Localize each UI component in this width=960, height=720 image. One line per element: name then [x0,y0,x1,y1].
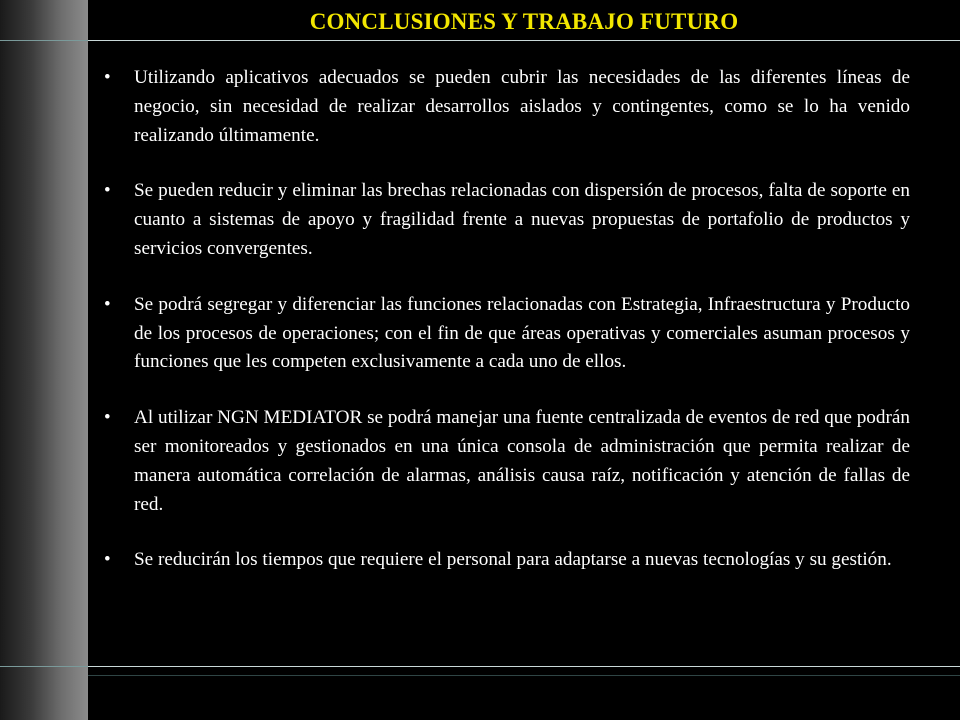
side-gradient-bar [0,0,88,720]
footer-divider-left [0,666,88,667]
bullet-text: Al utilizar NGN MEDIATOR se podrá manejar una fuente centralizada de eventos de red que podrán ser monitoreados y gestionados en una única consola de administración que permita realizar de manera automática correlación de alarmas, análisis causa raíz, notificación y atención de fallas de red. [134,407,910,515]
title-divider [88,40,960,41]
bullet-item [104,291,910,377]
bullet-icon: • [104,67,111,88]
bullet-icon: • [104,549,111,571]
bullet-icon: • [104,407,111,429]
bullet-item [104,404,910,519]
bullet-list [104,64,910,575]
bullet-text: Se podrá segregar y diferenciar las funciones relacionadas con Estrategia, Infraestructura y Producto de los procesos de operaciones; con el fin de que áreas operativas y comerciales asuman procesos y funciones que les competen exclusivamente a cada uno de ellos. [134,293,910,373]
bullet-item [104,546,910,575]
footer-divider-secondary [88,675,960,676]
bullet-text: Se pueden reducir y eliminar las brechas relacionadas con dispersión de procesos, falta de soporte en cuanto a sistemas de apoyo y fragilidad frente a nuevas propuestas de portafolio de productos y servicios convergentes. [134,180,910,259]
bullet-item [104,64,910,150]
title-divider-left [0,40,88,41]
bullet-item [104,177,910,263]
bullet-text: Utilizando aplicativos adecuados se pueden cubrir las necesidades de las diferentes líneas de negocio, sin necesidad de realizar desarrollos aislados y contingentes, como se lo ha venido realizando últimamente. [134,67,910,146]
bullet-text: Se reducirán los tiempos que requiere el personal para adaptarse a nuevas tecnologías y su gestión. [134,549,892,571]
bullet-icon: • [104,180,111,202]
footer-divider [88,666,960,667]
bullet-icon: • [104,293,111,315]
slide-content [104,64,910,602]
slide-title: CONCLUSIONES Y TRABAJO FUTURO [309,9,739,34]
